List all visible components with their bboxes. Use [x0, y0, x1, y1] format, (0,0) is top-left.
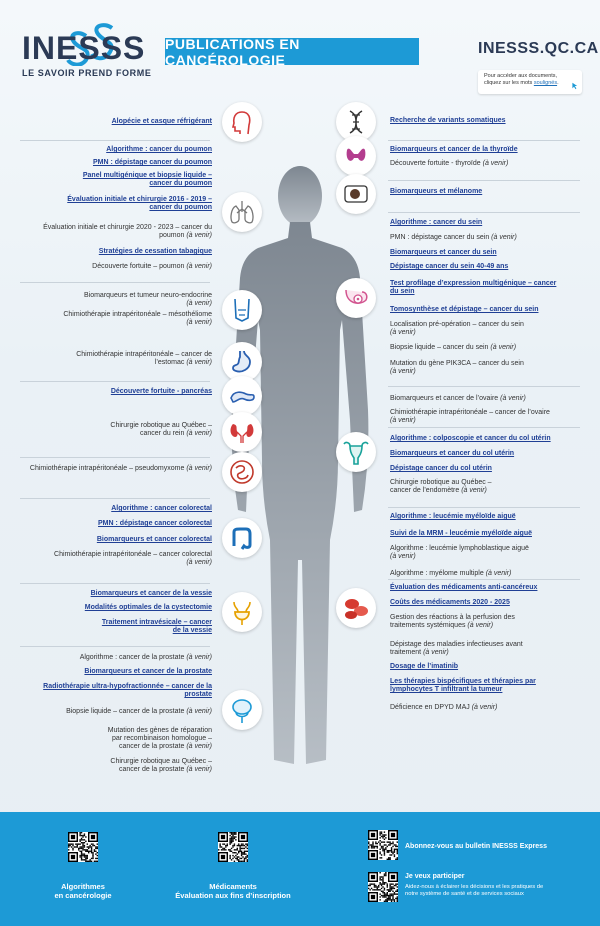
- item-line: Biomarqueurs et cancer de la vessie: [90, 590, 212, 597]
- caption-line-1: Médicaments: [209, 882, 257, 891]
- lungs-icon: [222, 192, 262, 232]
- upcoming-tag: (à venir): [390, 329, 416, 337]
- prostate-icon: [222, 690, 262, 730]
- publication-upcoming: [390, 641, 523, 657]
- item-line: Algorithme : cancer de la prostate: [79, 654, 187, 661]
- publication-link[interactable]: [390, 306, 538, 314]
- upcoming-tag: (à venir): [423, 649, 449, 657]
- item-line: Biomarqueurs et cancer du sein: [390, 249, 497, 256]
- newsletter-link[interactable]: Abonnez-vous au bulletin INESSS Express: [405, 843, 547, 850]
- item-line: Dépistage cancer du col utérin: [390, 465, 492, 472]
- separator: [388, 212, 580, 213]
- publication-link[interactable]: [43, 683, 212, 699]
- caption-line-1: Algorithmes: [61, 882, 105, 891]
- item-line: Biomarqueurs et cancer colorectal: [96, 536, 212, 543]
- publication-link[interactable]: [97, 536, 212, 544]
- upcoming-tag: (à venir): [461, 487, 487, 495]
- publication-upcoming: [390, 344, 516, 352]
- kidney-icon: [222, 412, 262, 452]
- item-line: Traitement intravésicale – cancer: [101, 619, 212, 626]
- desc-line-2: notre système de santé et de services sociaux: [405, 891, 524, 897]
- item-line: PMN : dépistage cancer du sein: [390, 234, 492, 241]
- website-link[interactable]: INESSS.QC.CA: [478, 40, 599, 57]
- hint-line-1: Pour accéder aux documents,: [484, 73, 558, 79]
- publication-link[interactable]: [111, 505, 212, 513]
- upcoming-tag: (à venir): [186, 559, 212, 567]
- item-line: cancer de l’endomètre: [390, 487, 462, 495]
- hint-end: .: [557, 80, 559, 86]
- publication-upcoming: [390, 395, 526, 403]
- pseudomyxoma-icon: [222, 452, 262, 492]
- qr-code-participer[interactable]: [368, 872, 398, 902]
- publication-upcoming: [390, 160, 508, 168]
- item-line: poumon: [159, 232, 187, 240]
- item-line: Évaluation initiale et chirurgie 2020 - 2023 – cancer du: [43, 224, 212, 231]
- publication-link[interactable]: [390, 435, 551, 443]
- item-line: Découverte fortuite - pancréas: [110, 388, 212, 395]
- item-line: Recherche de variants somatiques: [390, 117, 506, 124]
- publication-link[interactable]: [390, 146, 518, 154]
- publication-link[interactable]: [106, 146, 212, 154]
- item-line: Biomarqueurs et cancer de l’ovaire: [390, 395, 501, 402]
- item-line: Gestion des réactions à la perfusion des: [390, 614, 515, 621]
- separator: [388, 140, 580, 141]
- item-line: Modalités optimales de la cystectomie: [84, 604, 212, 611]
- upcoming-tag: (à venir): [186, 708, 212, 715]
- publication-upcoming: [54, 551, 212, 567]
- publication-upcoming: [66, 708, 212, 716]
- item-line: Algorithme : colposcopie et cancer du col utérin: [390, 435, 551, 442]
- hint-underlined: soulignés: [533, 80, 558, 86]
- item-line: Mutation des gènes de réparation: [107, 727, 212, 734]
- publication-upcoming: [43, 224, 212, 240]
- item-line: Chimiothérapie intrapéritonéale – cancer colorectal: [54, 551, 212, 558]
- publication-upcoming: [110, 758, 212, 774]
- qr-code-medicaments[interactable]: [218, 832, 248, 862]
- thyroid-icon: [336, 136, 376, 176]
- publication-link[interactable]: [390, 513, 516, 521]
- upcoming-tag: (à venir): [186, 465, 212, 472]
- upcoming-tag: (à venir): [186, 766, 212, 774]
- publication-upcoming: [80, 654, 212, 662]
- publication-upcoming: [390, 234, 517, 242]
- publication-link[interactable]: [390, 663, 458, 671]
- footer: [0, 812, 600, 926]
- item-line: Les thérapies bispécifiques et thérapies par: [390, 678, 536, 685]
- item-line: Biopsie liquide – cancer du sein: [390, 344, 491, 351]
- item-line: Algorithme : cancer du poumon: [106, 146, 212, 153]
- publication-link[interactable]: [390, 678, 536, 694]
- upcoming-tag: (à venir): [491, 234, 517, 241]
- separator: [20, 140, 210, 141]
- publication-link[interactable]: [390, 249, 497, 257]
- item-line: Évaluation initiale et chirurgie 2016 - 2019 –: [67, 196, 212, 203]
- publication-upcoming: [390, 704, 497, 712]
- item-line: cancer du poumon: [149, 204, 212, 212]
- bladder-icon: [222, 592, 262, 632]
- instruction-box: [478, 70, 582, 94]
- upcoming-tag: (à venir): [186, 232, 212, 240]
- item-line: Stratégies de cessation tabagique: [98, 248, 212, 255]
- upcoming-tag: (à venir): [467, 622, 494, 630]
- item-line: l’estomac: [154, 359, 187, 367]
- publication-link[interactable]: [91, 590, 212, 598]
- publication-upcoming: [390, 360, 524, 376]
- hint-line-2: cliquez sur les mots: [484, 80, 534, 86]
- upcoming-tag: (à venir): [390, 417, 416, 425]
- publication-link[interactable]: [390, 530, 532, 538]
- publication-link[interactable]: [111, 388, 212, 396]
- pancreas-icon: [222, 376, 262, 416]
- item-line: Radiothérapie ultra-hypofractionnée – cancer de la: [43, 683, 212, 690]
- upcoming-tag: (à venir): [186, 263, 212, 270]
- item-line: Test profilage d’expression multigénique – cancer: [390, 280, 557, 287]
- item-line: Panel multigénique et biopsie liquide –: [82, 172, 212, 179]
- blood-cells-icon: [336, 588, 376, 628]
- item-line: Déficience en DPYD MAJ: [390, 704, 472, 711]
- publication-link[interactable]: [390, 219, 482, 227]
- item-line: de la vessie: [172, 627, 212, 635]
- item-line: cancer de la prostate: [118, 743, 187, 751]
- item-line: PMN : dépistage cancer colorectal: [98, 520, 212, 527]
- publication-upcoming: [30, 465, 212, 473]
- item-line: Biomarqueurs et cancer de la prostate: [84, 668, 212, 675]
- item-line: Tomosynthèse et dépistage – cancer du sein: [390, 306, 539, 313]
- upcoming-tag: (à venir): [500, 395, 526, 402]
- separator: [20, 498, 210, 499]
- logo-tagline: LE SAVOIR PREND FORME: [22, 68, 152, 78]
- item-line: cancer de la prostate: [118, 766, 187, 774]
- separator: [388, 507, 580, 508]
- item-line: Chirurgie robotique au Québec –: [390, 479, 492, 486]
- item-line: Chimiothérapie intrapéritonéale – cancer de: [76, 351, 212, 358]
- publication-upcoming: [390, 479, 492, 495]
- publication-upcoming: [84, 292, 212, 308]
- item-line: Dépistage cancer du sein 40-49 ans: [390, 263, 509, 270]
- publication-upcoming: [390, 409, 550, 425]
- separator: [388, 579, 580, 580]
- publication-link[interactable]: [83, 172, 212, 188]
- publication-upcoming: [92, 263, 212, 271]
- item-line: Localisation pré-opération – cancer du sein: [390, 321, 524, 328]
- item-line: Algorithme : cancer colorectal: [111, 505, 212, 512]
- item-line: Algorithme : leucémie myéloïde aiguë: [390, 513, 516, 520]
- publication-link[interactable]: [93, 159, 212, 167]
- separator: [20, 646, 210, 647]
- item-line: Biopsie liquide – cancer de la prostate: [66, 708, 187, 715]
- item-line: cancer du rein: [140, 430, 187, 438]
- uterus-icon: [336, 432, 376, 472]
- separator: [20, 381, 210, 382]
- item-line: Biomarqueurs et mélanome: [390, 188, 483, 195]
- participate-description: [405, 884, 543, 898]
- item-line: Biomarqueurs et tumeur neuro-endocrine: [83, 292, 212, 299]
- qr-code-algorithmes[interactable]: [68, 832, 98, 862]
- participate-title[interactable]: Je veux participer: [405, 873, 465, 880]
- item-line: Chimiothérapie intrapéritonéale – mésothéliome: [63, 311, 212, 318]
- separator: [20, 282, 210, 283]
- upcoming-tag: (à venir): [485, 570, 512, 577]
- publication-upcoming: [63, 311, 212, 327]
- item-line: Dépistage des maladies infectieuses avant: [390, 641, 523, 648]
- item-line: Chimiothérapie intrapéritonéale – pseudomyxome: [29, 465, 187, 472]
- publication-upcoming: [110, 422, 212, 438]
- upcoming-tag: (à venir): [186, 654, 212, 661]
- item-line: Évaluation des médicaments anti-cancéreux: [390, 584, 538, 591]
- item-line: Alopécie et casque réfrigérant: [111, 118, 212, 125]
- publication-link[interactable]: [390, 263, 508, 271]
- item-line: PMN : dépistage cancer du poumon: [92, 159, 212, 166]
- publication-link[interactable]: [390, 188, 482, 196]
- publication-upcoming: [390, 545, 529, 561]
- publication-link[interactable]: [84, 668, 212, 676]
- separator: [388, 386, 580, 387]
- item-line: Chirurgie robotique au Québec –: [110, 758, 212, 765]
- desc-line-1: Aidez-nous à éclairer les décisions et les pratiques de: [405, 884, 544, 890]
- publication-link[interactable]: [390, 584, 537, 592]
- item-line: du sein: [390, 288, 415, 296]
- item-line: cancer du poumon: [149, 180, 212, 188]
- item-line: Algorithme : myélome multiple: [390, 570, 486, 577]
- item-line: par recombinaison homologue –: [111, 735, 212, 743]
- caption-line-2: Évaluation aux fins d’inscription: [175, 891, 291, 900]
- page-title: PUBLICATIONS EN CANCÉROLOGIE: [165, 38, 419, 65]
- publication-link[interactable]: [85, 604, 212, 612]
- publication-upcoming: [76, 351, 212, 367]
- publication-upcoming: [390, 570, 511, 578]
- publication-upcoming: [390, 321, 524, 337]
- qr-caption-medicaments: [160, 882, 306, 900]
- separator: [388, 427, 580, 428]
- publication-link[interactable]: [390, 117, 506, 125]
- item-line: Chimiothérapie intrapéritonéale – cancer de l’ovaire: [390, 409, 550, 416]
- item-line: traitement: [390, 649, 424, 657]
- upcoming-tag: (à venir): [490, 344, 517, 351]
- upcoming-tag: (à venir): [390, 553, 416, 561]
- item-line: prostate: [184, 691, 212, 699]
- item-line: Mutation du gène PIK3CA – cancer du sein: [390, 360, 524, 367]
- upcoming-tag: (à venir): [471, 704, 498, 711]
- head-icon: [222, 102, 262, 142]
- item-line: Biomarqueurs et cancer du col utérin: [390, 450, 515, 457]
- item-line: Dosage de l’imatinib: [390, 663, 459, 670]
- publication-link[interactable]: [99, 248, 212, 256]
- separator: [388, 180, 580, 181]
- upcoming-tag: (à venir): [186, 743, 212, 751]
- upcoming-tag: (à venir): [390, 368, 416, 376]
- colon-icon: [222, 518, 262, 558]
- melanoma-icon: [336, 174, 376, 214]
- item-line: Découverte fortuite - thyroïde: [390, 160, 483, 167]
- separator: [20, 583, 210, 584]
- publication-link[interactable]: [390, 599, 510, 607]
- publication-upcoming: [390, 614, 515, 630]
- item-line: Coûts des médicaments 2020 - 2025: [390, 599, 510, 606]
- upcoming-tag: (à venir): [186, 430, 212, 438]
- qr-code-newsletter[interactable]: [368, 830, 398, 860]
- item-line: lymphocytes T infiltrant la tumeur: [390, 686, 503, 694]
- item-line: Biomarqueurs et cancer de la thyroïde: [390, 146, 518, 153]
- cursor-click-icon: [570, 82, 578, 90]
- publication-link[interactable]: [390, 450, 514, 458]
- upcoming-tag: (à venir): [482, 160, 509, 167]
- item-line: traitements systémiques: [390, 622, 468, 630]
- upcoming-tag: (à venir): [186, 319, 212, 327]
- caption-line-2: en cancérologie: [54, 891, 112, 900]
- publication-upcoming: [108, 727, 212, 752]
- logo-wordmark: INESSS: [22, 30, 146, 66]
- item-line: Suivi de la MRM - leucémie myéloïde aiguë: [390, 530, 532, 537]
- upcoming-tag: (à venir): [186, 300, 212, 308]
- publication-link[interactable]: [390, 280, 556, 296]
- item-line: Algorithme : cancer du sein: [390, 219, 483, 226]
- publication-link[interactable]: [112, 118, 212, 126]
- upcoming-tag: (à venir): [186, 359, 212, 367]
- publication-link[interactable]: [67, 196, 212, 212]
- publication-link[interactable]: [102, 619, 212, 635]
- breast-icon: [336, 278, 376, 318]
- publication-link[interactable]: [390, 465, 492, 473]
- item-line: Chirurgie robotique au Québec –: [110, 422, 212, 429]
- torso-icon: [222, 290, 262, 330]
- item-line: Découverte fortuite – poumon: [92, 263, 187, 270]
- item-line: Algorithme : leucémie lymphoblastique aiguë: [390, 545, 529, 552]
- inesss-logo[interactable]: [22, 20, 152, 82]
- qr-caption-algorithmes: [30, 882, 136, 900]
- separator: [20, 457, 210, 458]
- publication-link[interactable]: [98, 520, 212, 528]
